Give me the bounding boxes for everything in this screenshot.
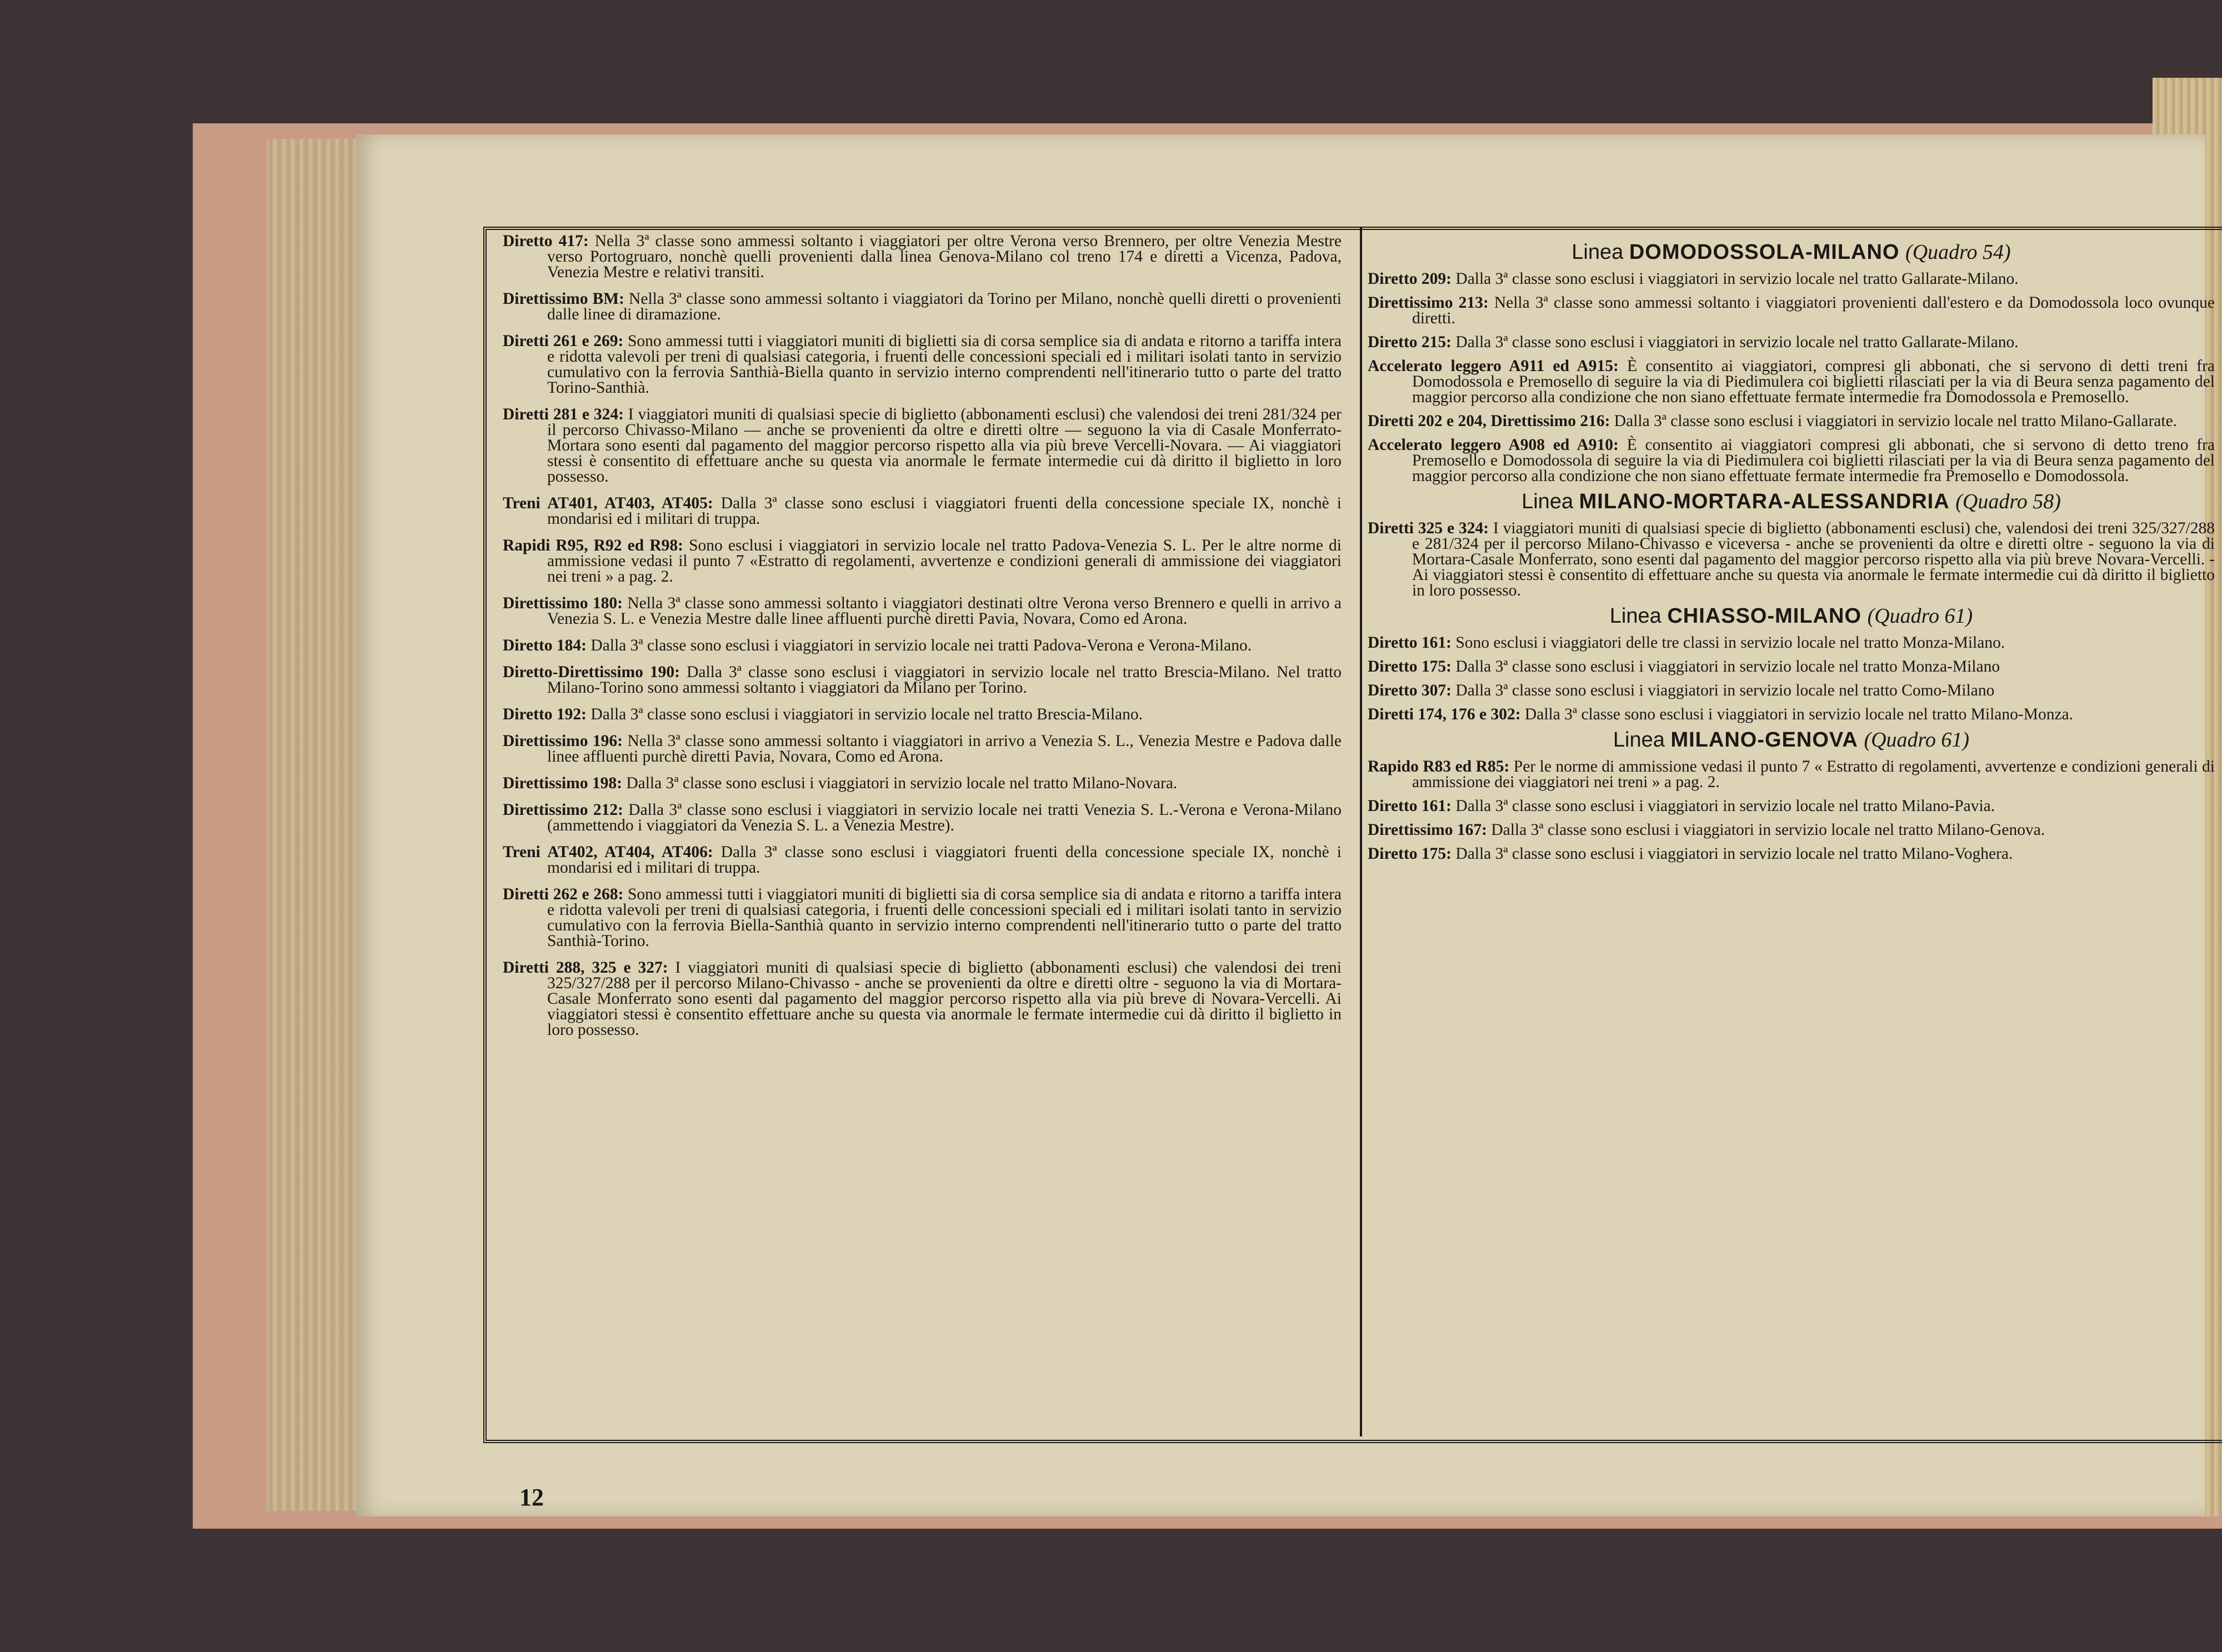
train-heading: Diretto 192: — [503, 705, 587, 723]
notice-text: Dalla 3ª classe sono esclusi i viaggiatori in servizio locale nel tratto Como-Milano — [1455, 682, 1995, 699]
notice-entry — [1368, 798, 2215, 814]
notice-text: Dalla 3ª classe sono esclusi i viaggiatori in servizio locale nel tratto Brescia-Milano. Nel tratto Milano-Torino sono ammessi soltanto i viaggiatori da Milano per Torino. — [547, 663, 1342, 697]
train-heading: Diretti 288, 325 e 327: — [503, 959, 668, 977]
notice-text: Sono esclusi i viaggiatori in servizio locale nel tratto Padova-Venezia S. L. Per le altre norme di ammissione vedasi il punto 7 «Estratto di regolamenti, avvertenze e condizioni generali di ammissione dei viaggiatori nei treni » a pag. 2. — [547, 537, 1342, 585]
train-heading: Direttissimo BM: — [503, 290, 624, 308]
notice-text: Sono ammessi tutti i viaggiatori muniti di biglietti sia di corsa semplice sia di andata e ritorno a tariffa intera e ridotta valevoli per treni di qualsiasi categoria, i fruenti delle concessioni speciali ed i militari isolati tanto in servizio cumulativo con la ferrovia Biella-Santhià quanto in servizio interno comprendenti nell'itinerario tutto o parte del tratto Santhià-Torino. — [547, 885, 1342, 950]
notice-text: I viaggiatori muniti di qualsiasi specie di biglietto (abbonamenti esclusi) che valendosi dei treni 325/327/288 per il percorso Milano-Chivasso - anche se provenienti da oltre e diretti oltre - seguono la via di Mortara-Casale Monferrato sono esenti dal pagamento del maggior percorso rispetto alla via più breve di Novara-Vercelli. Ai viaggiatori stessi è consentito effettuare anche su questa via anormale le fermate intermedie cui dà diritto il biglietto in loro possesso. — [547, 959, 1342, 1039]
notice-entry — [1368, 822, 2215, 838]
notice-entry — [1368, 846, 2215, 862]
notice-text: Dalla 3ª classe sono esclusi i viaggiatori in servizio locale nel tratto Brescia-Milano. — [590, 705, 1143, 723]
notice-text: Nella 3ª classe sono ammessi soltanto i viaggiatori per oltre Verona verso Brennero, per oltre Venezia Mestre verso Portogruaro, nonchè quelli provenienti dalla linea Genova-Milano col treno 174 e diretti a Vicenza, Padova, Venezia Mestre e relativi transiti. — [547, 232, 1342, 281]
notice-text: È consentito ai viaggiatori, compresi gli abbonati, che si servono di detti treni fra Domodossola e Premosello di seguire la via di Piedimulera coi biglietti rilasciati per la via di Beura senza pagamento del maggior percorso alla condizione che non siano effettuate fermate intermedie fra Domodossola e Premosello. — [1412, 357, 2215, 406]
notice-entry — [503, 802, 1342, 833]
train-heading: Diretto-Direttissimo 190: — [503, 663, 680, 681]
notice-text: Per le norme di ammissione vedasi il punto 7 « Estratto di regolamenti, avvertenze e condizioni generali di ammissione dei viaggiatori nei treni » a pag. 2. — [1412, 758, 2215, 791]
train-heading: Direttissimo 180: — [503, 594, 623, 612]
notice-entry — [503, 495, 1342, 527]
line-word: Linea — [1522, 490, 1574, 513]
left-column — [503, 233, 1342, 1049]
notice-text: Dalla 3ª classe sono esclusi i viaggiatori fruenti della concessione speciale IX, nonchè i mondarisi ed i militari di truppa. — [547, 843, 1342, 877]
notice-entry — [503, 887, 1342, 949]
notice-entry — [503, 664, 1342, 695]
notice-entry — [1368, 295, 2215, 326]
line-name: CHIASSO-MILANO — [1667, 604, 1861, 628]
line-word: Linea — [1572, 241, 1624, 264]
train-heading: Diretto 175: — [1368, 658, 1452, 675]
notice-entry — [503, 638, 1342, 653]
train-heading: Treni AT401, AT403, AT405: — [503, 494, 713, 512]
notice-text: Dalla 3ª classe sono esclusi i viaggiatori in servizio locale nel tratto Milano-Monza. — [1524, 705, 2074, 723]
line-word: Linea — [1613, 728, 1665, 752]
train-heading: Rapidi R95, R92 ed R98: — [503, 537, 683, 554]
train-heading: Diretti 174, 176 e 302: — [1368, 705, 1521, 723]
line-section-title — [1368, 604, 2215, 628]
notice-entry — [1368, 635, 2215, 650]
quadro-ref: (Quadro 58) — [1955, 490, 2061, 513]
notice-text: Nella 3ª classe sono ammessi soltanto i viaggiatori destinati oltre Verona verso Brennero e quelli in arrivo a Venezia S. L. e Venezia Mestre dalle linee affluenti purchè diretti Pavia, Novara, Como ed Arona. — [547, 594, 1342, 628]
notice-text: Dalla 3ª classe sono esclusi i viaggiatori in servizio locale nei tratti Padova-Verona e Verona-Milano. — [590, 637, 1252, 654]
notice-entry — [1368, 413, 2215, 429]
notice-text: Nella 3ª classe sono ammessi soltanto i viaggiatori da Torino per Milano, nonchè quelli diretti o provenienti dalle linee di diramazione. — [547, 290, 1342, 323]
notice-text: Sono ammessi tutti i viaggiatori muniti di biglietti sia di corsa semplice sia di andata e ritorno a tariffa intera e ridotta valevoli per treni di qualsiasi categoria, i fruenti delle concessioni speciali ed i militari isolati tanto in servizio cumulativo con la ferrovia Santhià-Biella quanto in servizio interno comprendenti nell'itinerario tutto o parte del tratto Torino-Santhià. — [547, 332, 1342, 397]
notice-text: Dalla 3ª classe sono esclusi i viaggiatori in servizio locale nei tratti Venezia S. L.-Verona e Verona-Milano (ammettendo i viaggiatori da Venezia S. L. a Venezia Mestre). — [547, 801, 1342, 834]
notice-text: Nella 3ª classe sono ammessi soltanto i viaggiatori provenienti dall'estero e da Domodossola loco ovunque diretti. — [1412, 294, 2215, 327]
quadro-ref: (Quadro 61) — [1867, 604, 1973, 628]
line-name: DOMODOSSOLA-MILANO — [1629, 241, 1900, 264]
train-heading: Accelerato leggero A908 ed A910: — [1368, 436, 1619, 454]
notice-text: I viaggiatori muniti di qualsiasi specie di biglietto (abbonamenti esclusi) che, valendosi dei treni 325/327/288 e 281/324 per il percorso Milano-Chivasso e viceversa - anche se provenienti da oltre e diretti oltre - seguono la via di Mortara-Casale Monferrato, sono esenti dal pagamento del maggior percorso rispetto alla via più breve Novara-Vercelli. - Ai viaggiatori stessi è consentito di effettuare anche su questa via anormale le fermate intermedie cui dà diritto il biglietto in loro possesso. — [1412, 519, 2215, 599]
quadro-ref: (Quadro 54) — [1905, 241, 2011, 264]
notice-entry — [503, 233, 1342, 280]
train-heading: Diretti 325 e 324: — [1368, 519, 1489, 537]
train-heading: Diretto 161: — [1368, 634, 1452, 652]
notice-entry — [503, 733, 1342, 764]
notice-entry — [503, 775, 1342, 791]
train-heading: Direttissimo 213: — [1368, 294, 1489, 312]
train-heading: Direttissimo 196: — [503, 732, 623, 750]
notice-entry — [1368, 759, 2215, 790]
train-heading: Diretto 417: — [503, 232, 589, 250]
train-heading: Diretto 184: — [503, 637, 587, 654]
notice-entry — [503, 333, 1342, 396]
notice-entry — [503, 407, 1342, 484]
train-heading: Direttissimo 198: — [503, 774, 622, 792]
notice-text: Dalla 3ª classe sono esclusi i viaggiatori in servizio locale nel tratto Milano-Voghera. — [1455, 845, 2013, 863]
notice-entry — [1368, 520, 2215, 598]
train-heading: Diretti 261 e 269: — [503, 332, 624, 350]
page-number: 12 — [519, 1484, 544, 1511]
notice-text: Dalla 3ª classe sono esclusi i viaggiatori in servizio locale nel tratto Milano-Novara. — [626, 774, 1178, 792]
line-word: Linea — [1609, 604, 1662, 628]
notice-text: I viaggiatori muniti di qualsiasi specie di biglietto (abbonamenti esclusi) che valendosi dei treni 281/324 per il percorso Chivasso-Milano — anche se provenienti da oltre e diretti oltre — seguono la via di Casale Monferrato-Mortara sono esenti dal pagamento del maggior percorso rispetto alla via più breve Vercelli-Novara. — Ai viaggiatori stessi è consentito di effettuare anche su questa via anormale le fermate intermedie cui dà diritto il biglietto in loro possesso. — [547, 406, 1342, 485]
notice-entry — [1368, 358, 2215, 405]
notice-entry — [503, 595, 1342, 627]
train-heading: Accelerato leggero A911 ed A915: — [1368, 357, 1619, 375]
notice-text: Dalla 3ª classe sono esclusi i viaggiatori in servizio locale nel tratto Gallarate-Milano. — [1455, 333, 2019, 351]
train-heading: Diretto 175: — [1368, 845, 1452, 863]
notice-text: Dalla 3ª classe sono esclusi i viaggiatori in servizio locale nel tratto Milano-Genova. — [1491, 821, 2045, 839]
notice-text: È consentito ai viaggiatori compresi gli abbonati, che si servono di detto treno fra Premosello e Domodossola di seguire la via di Piedimulera coi biglietti rilasciati per la via di Beura senza pagamento del maggior percorso alla condizione che non siano effettuate fermate intermedie fra Premosello e Domodossola. — [1412, 436, 2215, 485]
notice-text: Nella 3ª classe sono ammessi soltanto i viaggiatori in arrivo a Venezia S. L., Venezia Mestre e Padova dalle linee affluenti purchè diretti Pavia, Novara, Como ed Arona. — [547, 732, 1342, 765]
train-heading: Diretto 161: — [1368, 797, 1452, 815]
notice-text: Sono esclusi i viaggiatori delle tre classi in servizio locale nel tratto Monza-Milano. — [1455, 634, 2005, 652]
train-heading: Direttissimo 167: — [1368, 821, 1487, 839]
notice-text: Dalla 3ª classe sono esclusi i viaggiatori in servizio locale nel tratto Monza-Milano — [1455, 658, 2000, 675]
notice-entry — [503, 844, 1342, 875]
notice-entry — [503, 538, 1342, 584]
page-stack-left — [267, 139, 364, 1511]
notice-entry — [503, 960, 1342, 1038]
notice-entry — [1368, 659, 2215, 674]
train-heading: Direttissimo 212: — [503, 801, 623, 819]
notice-entry — [1368, 437, 2215, 484]
notice-text: Dalla 3ª classe sono esclusi i viaggiatori in servizio locale nel tratto Gallarate-Milano. — [1455, 270, 2019, 288]
notice-entry — [1368, 707, 2215, 722]
line-section-title — [1368, 241, 2215, 264]
train-heading: Diretto 307: — [1368, 682, 1452, 699]
notice-entry — [1368, 683, 2215, 698]
column-divider — [1360, 227, 1362, 1436]
notice-entry — [1368, 334, 2215, 350]
line-section-title — [1368, 728, 2215, 752]
train-heading: Diretti 281 e 324: — [503, 406, 624, 423]
train-heading: Diretti 262 e 268: — [503, 885, 624, 903]
train-heading: Diretto 215: — [1368, 333, 1452, 351]
quadro-ref: (Quadro 61) — [1864, 728, 1970, 752]
train-heading: Treni AT402, AT404, AT406: — [503, 843, 713, 861]
line-name: MILANO-GENOVA — [1670, 728, 1858, 752]
train-heading: Rapido R83 ed R85: — [1368, 758, 1510, 775]
train-heading: Diretto 209: — [1368, 270, 1452, 288]
train-heading: Diretti 202 e 204, Direttissimo 216: — [1368, 412, 1610, 430]
notice-text: Dalla 3ª classe sono esclusi i viaggiatori in servizio locale nel tratto Milano-Gallarate. — [1614, 412, 2178, 430]
notice-entry — [503, 291, 1342, 322]
line-section-title — [1368, 490, 2215, 513]
notice-text: Dalla 3ª classe sono esclusi i viaggiatori fruenti della concessione speciale IX, nonchè i mondarisi ed i militari di truppa. — [547, 494, 1342, 528]
notice-entry — [503, 707, 1342, 722]
line-name: MILANO-MORTARA-ALESSANDRIA — [1579, 490, 1950, 513]
notice-entry — [1368, 271, 2215, 287]
notice-text: Dalla 3ª classe sono esclusi i viaggiatori in servizio locale nel tratto Milano-Pavia. — [1455, 797, 1995, 815]
right-column — [1368, 234, 2215, 870]
